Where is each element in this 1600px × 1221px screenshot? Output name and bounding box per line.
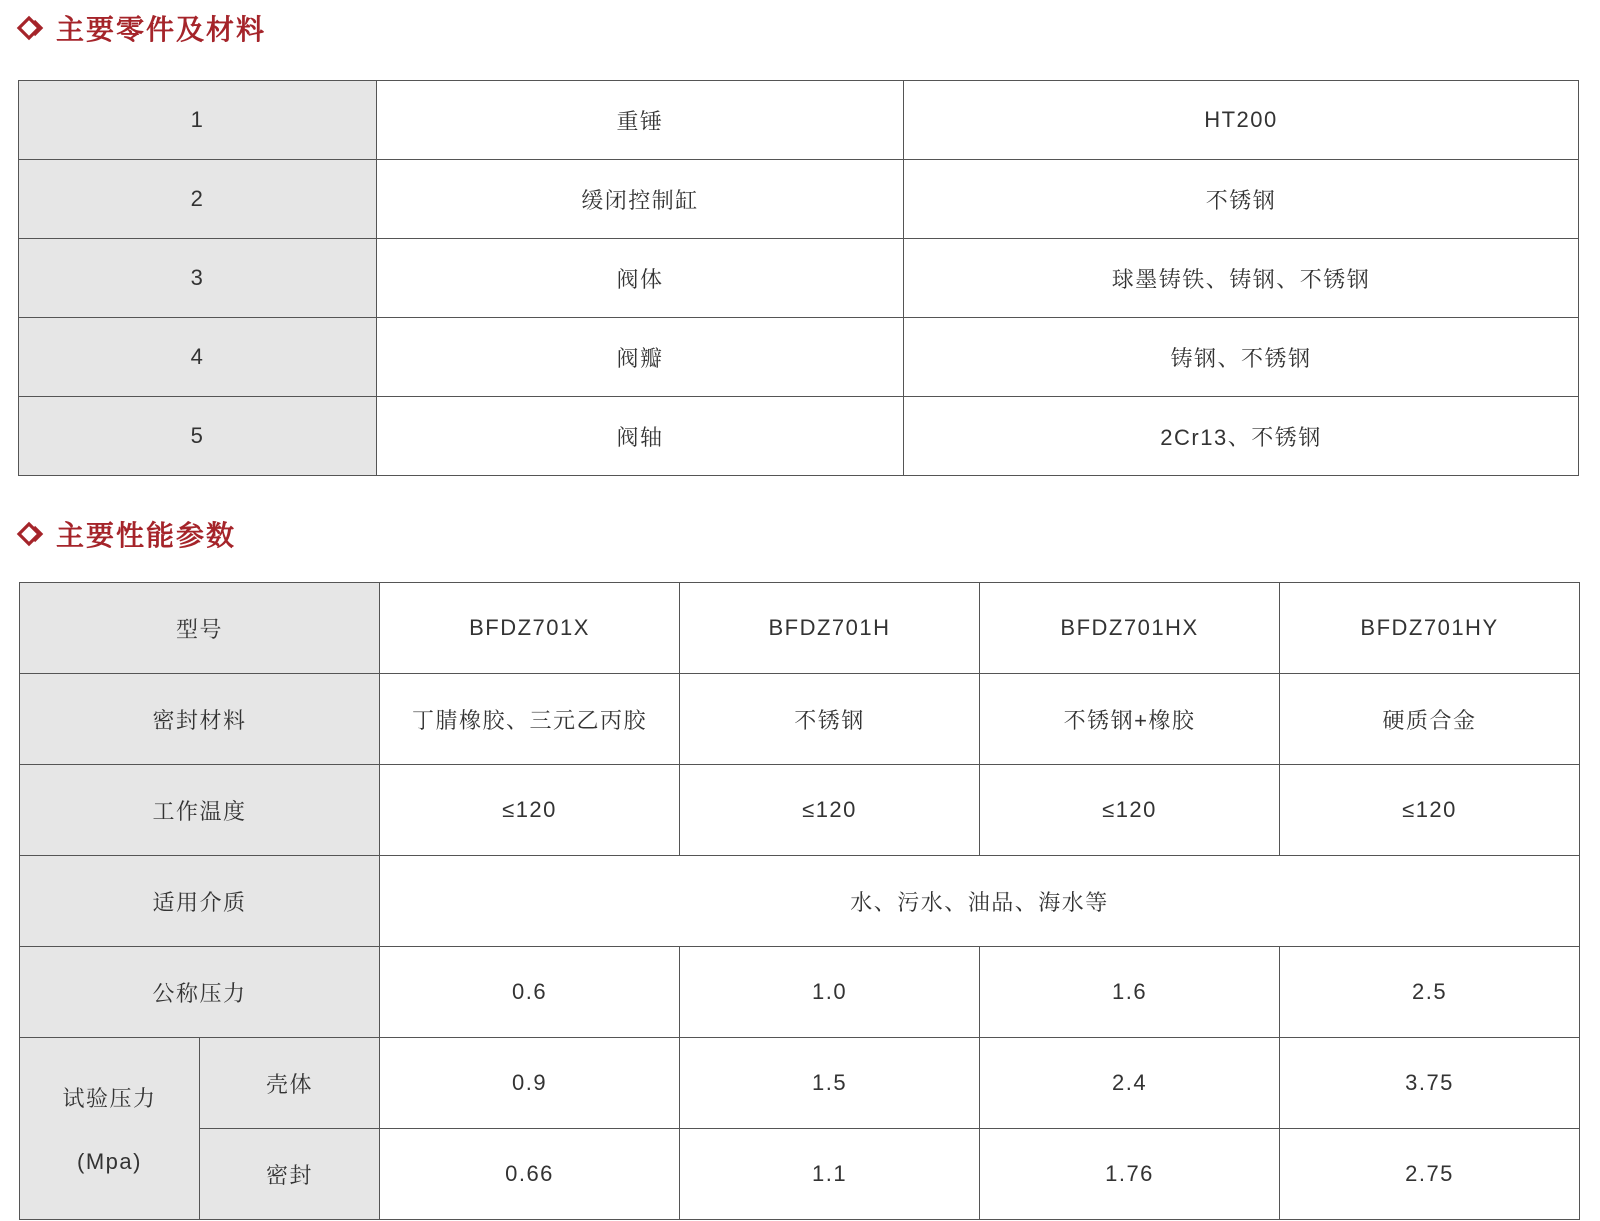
work-temp-value: ≤120 (380, 765, 680, 856)
section-title-text: 主要性能参数 (56, 519, 237, 552)
nominal-pressure-value: 0.6 (380, 947, 680, 1038)
section-title-parts (16, 8, 266, 48)
table-row (19, 318, 1579, 397)
part-number: 5 (19, 397, 377, 476)
performance-params-table (19, 582, 1580, 1220)
table-row (19, 239, 1579, 318)
test-pressure-label-cell (20, 1038, 200, 1220)
table-row (20, 674, 1580, 765)
part-number: 2 (19, 160, 377, 239)
shell-label: 壳体 (200, 1038, 380, 1129)
seal-material-label: 密封材料 (20, 674, 380, 765)
work-temp-label: 工作温度 (20, 765, 380, 856)
parts-materials-table (18, 80, 1579, 476)
nominal-pressure-value: 2.5 (1280, 947, 1580, 1038)
diamond-arrow-icon (16, 13, 50, 43)
table-row (19, 397, 1579, 476)
table-row (20, 947, 1580, 1038)
shell-pressure-value: 2.4 (980, 1038, 1280, 1129)
seal-material-value: 硬质合金 (1280, 674, 1580, 765)
nominal-pressure-label: 公称压力 (20, 947, 380, 1038)
part-name: 重锤 (377, 81, 904, 160)
seal-pressure-value: 2.75 (1280, 1129, 1580, 1220)
part-material: 2Cr13、不锈钢 (904, 397, 1579, 476)
part-number: 4 (19, 318, 377, 397)
seal-pressure-value: 1.76 (980, 1129, 1280, 1220)
work-temp-value: ≤120 (680, 765, 980, 856)
part-number: 1 (19, 81, 377, 160)
part-material: 球墨铸铁、铸钢、不锈钢 (904, 239, 1579, 318)
part-name: 缓闭控制缸 (377, 160, 904, 239)
part-material: 不锈钢 (904, 160, 1579, 239)
seal-material-value: 不锈钢 (680, 674, 980, 765)
nominal-pressure-value: 1.6 (980, 947, 1280, 1038)
shell-pressure-value: 0.9 (380, 1038, 680, 1129)
work-temp-value: ≤120 (1280, 765, 1580, 856)
diamond-arrow-icon (16, 519, 50, 549)
section-title-text: 主要零件及材料 (56, 13, 267, 46)
part-name: 阀瓣 (377, 318, 904, 397)
part-material: HT200 (904, 81, 1579, 160)
seal-pressure-value: 1.1 (680, 1129, 980, 1220)
part-name: 阀体 (377, 239, 904, 318)
section-title-performance (16, 514, 236, 554)
table-row (20, 765, 1580, 856)
work-temp-value: ≤120 (980, 765, 1280, 856)
test-pressure-label: 试验压力 (62, 1086, 157, 1111)
part-material: 铸钢、不锈钢 (904, 318, 1579, 397)
model-value: BFDZ701HY (1280, 583, 1580, 674)
seal-material-value: 不锈钢+橡胶 (980, 674, 1280, 765)
seal-pressure-value: 0.66 (380, 1129, 680, 1220)
test-pressure-unit: (Mpa) (77, 1149, 142, 1174)
medium-value: 水、污水、油品、海水等 (380, 856, 1580, 947)
table-row (20, 1038, 1580, 1129)
table-row (20, 583, 1580, 674)
table-row (19, 81, 1579, 160)
table-row (19, 160, 1579, 239)
shell-pressure-value: 1.5 (680, 1038, 980, 1129)
table-row (20, 856, 1580, 947)
model-value: BFDZ701HX (980, 583, 1280, 674)
shell-pressure-value: 3.75 (1280, 1038, 1580, 1129)
part-number: 3 (19, 239, 377, 318)
medium-label: 适用介质 (20, 856, 380, 947)
seal-material-value: 丁腈橡胶、三元乙丙胶 (380, 674, 680, 765)
seal-label: 密封 (200, 1129, 380, 1220)
nominal-pressure-value: 1.0 (680, 947, 980, 1038)
part-name: 阀轴 (377, 397, 904, 476)
table-row (20, 1129, 1580, 1220)
model-label: 型号 (20, 583, 380, 674)
model-value: BFDZ701X (380, 583, 680, 674)
model-value: BFDZ701H (680, 583, 980, 674)
